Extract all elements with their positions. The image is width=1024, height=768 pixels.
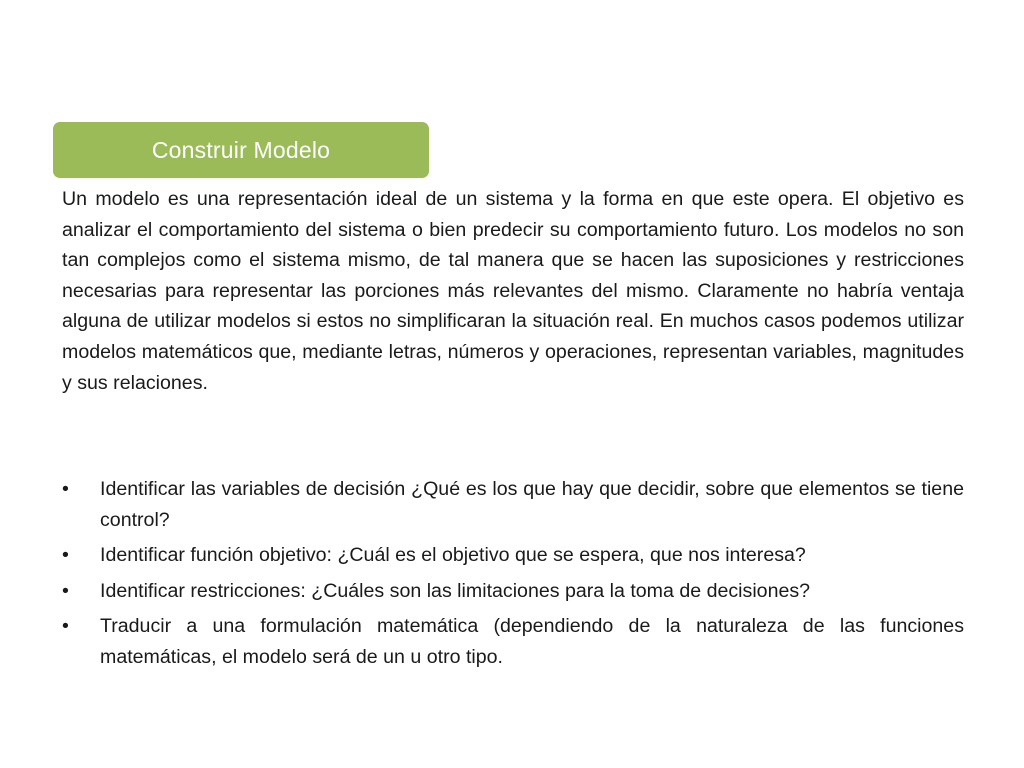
bullet-text: Traducir a una formulación matemática (dependiendo de la naturaleza de las funciones matemáticas, el modelo será de un u otro tipo. (100, 615, 964, 668)
bullet-item (62, 474, 964, 535)
bullet-icon: • (62, 544, 69, 567)
bullet-list (62, 474, 964, 678)
bullet-icon: • (62, 478, 69, 500)
bullet-text: Identificar función objetivo: ¿Cuál es el objetivo que se espera, que nos interesa? (100, 544, 806, 567)
bullet-text: Identificar restricciones: ¿Cuáles son las limitaciones para la toma de decisiones? (100, 579, 811, 602)
bullet-icon: • (62, 579, 69, 602)
bullet-item (62, 611, 964, 672)
title-box (53, 122, 429, 178)
bullet-icon: • (62, 615, 69, 638)
bullet-item (62, 540, 964, 571)
intro-paragraph: Un modelo es una representación ideal de un sistema y la forma en que este opera. El objetivo es analizar el comportamiento del sistema o bien predecir su comportamiento futuro. Los modelos no son tan complejos como el sistema mismo, de tal manera que se hacen las suposiciones y restricciones necesarias para representar las porciones más relevantes del mismo. Claramente no habría ventaja alguna de utilizar modelos si estos no simplificaran la situación real. En muchos casos podemos utilizar modelos matemáticos que, mediante letras, números y operaciones, representan variables, magnitudes y sus relaciones. (62, 188, 964, 394)
slide-title: Construir Modelo (151, 136, 331, 163)
bullet-item (62, 576, 964, 607)
bullet-text: Identificar las variables de decisión ¿Qué es los que hay que decidir, sobre que elementos se tiene control? (100, 478, 964, 531)
